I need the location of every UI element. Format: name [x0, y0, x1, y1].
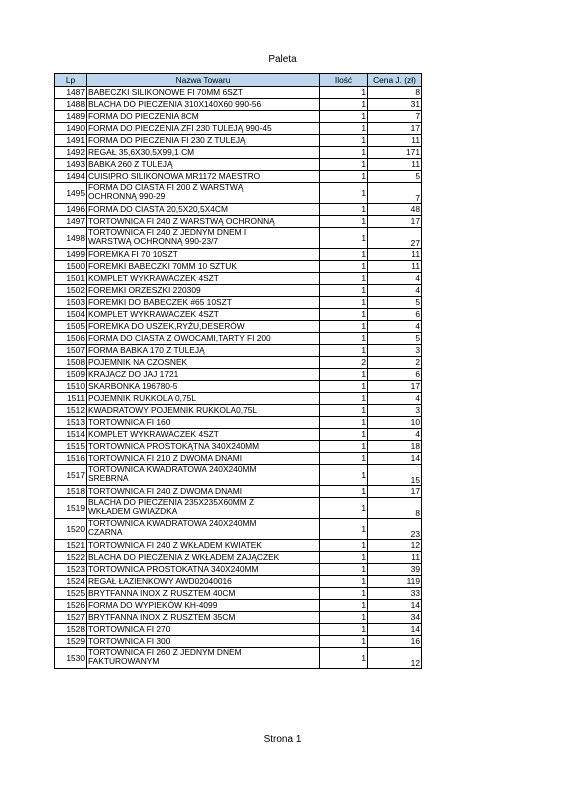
table-row	[55, 261, 422, 273]
table-row	[55, 159, 422, 171]
cell-qty: 1	[320, 429, 368, 441]
table-row	[55, 216, 422, 228]
table-row	[55, 600, 422, 612]
cell-name-line: FORMA DO CIASTA 20,5X20,5X4CM	[88, 204, 228, 214]
cell-lp: 1524	[55, 576, 87, 588]
table-row	[55, 297, 422, 309]
cell-name-line: FORMA DO CIASTA FI 200 Z WARSTWĄ	[88, 182, 244, 192]
cell-name	[87, 123, 320, 135]
cell-name-line: TORTOWNICA FI 160	[88, 417, 171, 427]
cell-lp: 1487	[55, 87, 87, 99]
table-row	[55, 309, 422, 321]
cell-price: 18	[368, 441, 422, 453]
cell-qty: 1	[320, 564, 368, 576]
cell-lp: 1513	[55, 417, 87, 429]
cell-name-line: TORTOWNICA FI 240 Z WKŁADEM KWIATEK	[88, 540, 262, 550]
cell-name-line: KOMPLET WYKRAWACZEK 4SZT	[88, 273, 219, 283]
cell-lp: 1523	[55, 564, 87, 576]
cell-price: 39	[368, 564, 422, 576]
cell-name	[87, 417, 320, 429]
cell-price: 11	[368, 135, 422, 147]
cell-name-line: TORTOWNICA FI 300	[88, 636, 171, 646]
table-row	[55, 123, 422, 135]
cell-qty: 1	[320, 99, 368, 111]
table-row	[55, 588, 422, 600]
cell-qty: 1	[320, 369, 368, 381]
cell-name-line: FOREMKA FI 70 10SZT	[88, 249, 178, 259]
cell-qty: 1	[320, 552, 368, 564]
cell-price: 17	[368, 216, 422, 228]
cell-name-line: REGAŁ ŁAZIENKOWY AWD02040016	[88, 576, 232, 586]
table-row	[55, 465, 422, 486]
cell-name-line: TORTOWNICA PROSTOKATNA 340X240MM	[88, 564, 259, 574]
cell-name	[87, 612, 320, 624]
cell-lp: 1517	[55, 465, 87, 486]
table-row	[55, 333, 422, 345]
cell-qty: 1	[320, 612, 368, 624]
cell-name	[87, 552, 320, 564]
cell-qty: 1	[320, 381, 368, 393]
cell-lp: 1491	[55, 135, 87, 147]
cell-lp: 1498	[55, 228, 87, 249]
cell-name	[87, 216, 320, 228]
table-body	[55, 87, 422, 669]
cell-name	[87, 135, 320, 147]
cell-name-line: FORMA DO CIASTA Z OWOCAMI,TARTY FI 200	[88, 333, 271, 343]
cell-qty: 1	[320, 159, 368, 171]
cell-qty: 1	[320, 135, 368, 147]
cell-name-line: OCHRONNĄ 990-29	[88, 191, 166, 201]
cell-price: 11	[368, 159, 422, 171]
cell-name-line: WKŁADEM GWIAZDKA	[88, 506, 178, 516]
cell-lp: 1497	[55, 216, 87, 228]
cell-qty: 1	[320, 123, 368, 135]
cell-price: 5	[368, 171, 422, 183]
cell-lp: 1506	[55, 333, 87, 345]
table-row	[55, 552, 422, 564]
cell-name	[87, 297, 320, 309]
cell-name	[87, 636, 320, 648]
cell-price: 5	[368, 297, 422, 309]
cell-lp: 1490	[55, 123, 87, 135]
cell-price: 14	[368, 600, 422, 612]
cell-name-line: FORMA DO PIECZENIA FI 230 Z TULEJĄ	[88, 135, 246, 145]
cell-name	[87, 576, 320, 588]
table-row	[55, 564, 422, 576]
cell-name-line: SKARBONKA 196780-5	[88, 381, 178, 391]
cell-lp: 1530	[55, 648, 87, 669]
table-row	[55, 111, 422, 123]
cell-lp: 1507	[55, 345, 87, 357]
cell-qty: 1	[320, 321, 368, 333]
cell-qty: 1	[320, 519, 368, 540]
cell-lp: 1504	[55, 309, 87, 321]
page-footer: Strona 1	[263, 734, 302, 745]
cell-name	[87, 624, 320, 636]
table-row	[55, 87, 422, 99]
table-row	[55, 249, 422, 261]
cell-price: 17	[368, 123, 422, 135]
cell-price: 3	[368, 345, 422, 357]
column-header-lp: Lp	[55, 74, 87, 87]
cell-name-line: BLACHA DO PIECZENIA 310X140X60 990-56	[88, 99, 262, 109]
table-row	[55, 648, 422, 669]
cell-name	[87, 261, 320, 273]
cell-lp: 1508	[55, 357, 87, 369]
cell-qty: 1	[320, 540, 368, 552]
cell-name	[87, 183, 320, 204]
cell-price: 4	[368, 321, 422, 333]
cell-name	[87, 564, 320, 576]
cell-qty: 1	[320, 216, 368, 228]
cell-qty: 1	[320, 648, 368, 669]
cell-qty: 1	[320, 309, 368, 321]
cell-name-line: CUISIPRO SILIKONOWA MR1172 MAESTRO	[88, 171, 261, 181]
cell-lp: 1496	[55, 204, 87, 216]
cell-lp: 1518	[55, 486, 87, 498]
cell-name-line: FORMA BABKA 170 Z TULEJĄ	[88, 345, 205, 355]
cell-price: 7	[368, 183, 422, 204]
table-row	[55, 345, 422, 357]
cell-qty: 1	[320, 87, 368, 99]
table-row	[55, 357, 422, 369]
cell-name-line: POJEMNIK NA CZOSNEK	[88, 357, 188, 367]
cell-qty: 1	[320, 453, 368, 465]
cell-name	[87, 393, 320, 405]
cell-qty: 1	[320, 588, 368, 600]
cell-lp: 1495	[55, 183, 87, 204]
cell-lp: 1500	[55, 261, 87, 273]
cell-name	[87, 204, 320, 216]
cell-lp: 1525	[55, 588, 87, 600]
table-row	[55, 99, 422, 111]
cell-qty: 1	[320, 576, 368, 588]
cell-name	[87, 249, 320, 261]
cell-name-line: TORTOWNICA KWADRATOWA 240X240MM	[88, 464, 257, 474]
cell-price: 4	[368, 273, 422, 285]
table-row	[55, 321, 422, 333]
table-row	[55, 393, 422, 405]
cell-price: 34	[368, 612, 422, 624]
table-row	[55, 135, 422, 147]
table-row	[55, 369, 422, 381]
table-row	[55, 417, 422, 429]
cell-qty: 1	[320, 405, 368, 417]
cell-name	[87, 369, 320, 381]
cell-name	[87, 111, 320, 123]
column-header-name: Nazwa Towaru	[87, 74, 320, 87]
cell-name	[87, 273, 320, 285]
cell-price: 4	[368, 393, 422, 405]
cell-qty: 1	[320, 624, 368, 636]
cell-name-line: BLACHA DO PIECZENIA 235X235X60MM Z	[88, 497, 255, 507]
cell-lp: 1520	[55, 519, 87, 540]
cell-name	[87, 147, 320, 159]
cell-price: 12	[368, 540, 422, 552]
cell-price: 6	[368, 369, 422, 381]
cell-price: 17	[368, 381, 422, 393]
table-row	[55, 228, 422, 249]
cell-name-line: TORTOWNICA FI 210 Z DWOMA DNAMI	[88, 453, 243, 463]
cell-price: 48	[368, 204, 422, 216]
table-row	[55, 171, 422, 183]
cell-name	[87, 465, 320, 486]
table-row	[55, 453, 422, 465]
table-row	[55, 204, 422, 216]
cell-qty: 1	[320, 636, 368, 648]
cell-qty: 1	[320, 333, 368, 345]
column-header-price: Cena J. (zł)	[368, 74, 422, 87]
cell-name-line: FORMA DO WYPIEKÓW KH-4099	[88, 600, 218, 610]
table-row	[55, 636, 422, 648]
cell-name-line: TORTOWNICA KWADRATOWA 240X240MM	[88, 518, 257, 528]
cell-qty: 1	[320, 417, 368, 429]
table-row	[55, 441, 422, 453]
product-table	[54, 73, 422, 669]
cell-name-line: TORTOWNICA FI 240 Z WARSTWĄ OCHRONNĄ	[88, 216, 275, 226]
cell-qty: 1	[320, 465, 368, 486]
cell-lp: 1501	[55, 273, 87, 285]
cell-name-line: TORTOWNICA FI 240 Z DWOMA DNAMI	[88, 486, 243, 496]
table-row	[55, 381, 422, 393]
cell-name-line: TORTOWNICA FI 270	[88, 624, 171, 634]
table-row	[55, 429, 422, 441]
cell-lp: 1521	[55, 540, 87, 552]
cell-name	[87, 441, 320, 453]
cell-price: 11	[368, 261, 422, 273]
cell-name	[87, 357, 320, 369]
cell-name	[87, 171, 320, 183]
cell-lp: 1493	[55, 159, 87, 171]
cell-lp: 1522	[55, 552, 87, 564]
table-row	[55, 624, 422, 636]
cell-name-line: FORMA DO PIECZENIA 8CM	[88, 111, 199, 121]
cell-price: 11	[368, 552, 422, 564]
cell-lp: 1488	[55, 99, 87, 111]
cell-qty: 1	[320, 345, 368, 357]
cell-price: 3	[368, 405, 422, 417]
cell-qty: 1	[320, 111, 368, 123]
cell-price: 16	[368, 636, 422, 648]
table-row	[55, 519, 422, 540]
cell-name-line: FORMA DO PIECZENIA ZFI 230 TULEJĄ 990-45	[88, 123, 272, 133]
cell-name	[87, 333, 320, 345]
cell-name	[87, 99, 320, 111]
cell-name-line: TORTOWNICA PROSTOKĄTNA 340X240MM	[88, 441, 260, 451]
table-row	[55, 486, 422, 498]
cell-name-line: BLACHA DO PIECZENIA Z WKŁADEM ZAJĄCZEK	[88, 552, 280, 562]
cell-name-line: BRYTFANNA INOX Z RUSZTEM 35CM	[88, 612, 236, 622]
cell-price: 171	[368, 147, 422, 159]
cell-qty: 1	[320, 183, 368, 204]
cell-price: 15	[368, 465, 422, 486]
cell-qty: 1	[320, 441, 368, 453]
cell-name-line: KOMPLET WYKRAWACZEK 4SZT	[88, 309, 219, 319]
cell-name	[87, 321, 320, 333]
cell-name-line: FOREMKI DO BABECZEK #65 10SZT	[88, 297, 232, 307]
cell-name-line: TORTOWNICA FI 260 Z JEDNYM DNEM	[88, 647, 242, 657]
cell-name-line: SREBRNA	[88, 473, 129, 483]
cell-qty: 1	[320, 171, 368, 183]
cell-name-line: CZARNA	[88, 527, 123, 537]
cell-qty: 1	[320, 600, 368, 612]
cell-name	[87, 453, 320, 465]
cell-name	[87, 87, 320, 99]
cell-lp: 1512	[55, 405, 87, 417]
cell-name	[87, 486, 320, 498]
cell-price: 119	[368, 576, 422, 588]
cell-name	[87, 228, 320, 249]
cell-lp: 1529	[55, 636, 87, 648]
table-row	[55, 405, 422, 417]
table-row	[55, 498, 422, 519]
cell-lp: 1489	[55, 111, 87, 123]
cell-name	[87, 285, 320, 297]
cell-qty: 1	[320, 393, 368, 405]
cell-name-line: FAKTUROWANYM	[88, 656, 160, 666]
cell-name-line: FOREMKA DO USZEK,RYŻU,DESERÓW	[88, 321, 245, 331]
table-row	[55, 273, 422, 285]
cell-name-line: KOMPLET WYKRAWACZEK 4SZT	[88, 429, 219, 439]
cell-lp: 1503	[55, 297, 87, 309]
cell-name-line: REGAŁ 35,6X30,5X99,1 CM	[88, 147, 195, 157]
cell-price: 10	[368, 417, 422, 429]
cell-lp: 1515	[55, 441, 87, 453]
cell-lp: 1499	[55, 249, 87, 261]
cell-name-line: FOREMKI ORZESZKI 220309	[88, 285, 201, 295]
column-header-qty: Ilość	[320, 74, 368, 87]
cell-price: 4	[368, 429, 422, 441]
cell-qty: 1	[320, 249, 368, 261]
cell-price: 11	[368, 249, 422, 261]
cell-lp: 1514	[55, 429, 87, 441]
cell-qty: 2	[320, 357, 368, 369]
cell-price: 4	[368, 285, 422, 297]
cell-lp: 1511	[55, 393, 87, 405]
cell-price: 6	[368, 309, 422, 321]
cell-price: 12	[368, 648, 422, 669]
cell-name	[87, 519, 320, 540]
document-title: Paleta	[268, 54, 297, 65]
cell-lp: 1505	[55, 321, 87, 333]
cell-name	[87, 540, 320, 552]
table-row	[55, 183, 422, 204]
cell-name-line: FOREMKI BABECZKI 70MM 10 SZTUK	[88, 261, 237, 271]
cell-name-line: KWADRATOWY POJEMNIK RUKKOLA0,75L	[88, 405, 258, 415]
cell-name	[87, 429, 320, 441]
table-header-row	[55, 74, 422, 87]
cell-name-line: TORTOWNICA FI 240 Z JEDNYM DNEM I	[88, 227, 247, 237]
cell-name-line: KRAJACZ DO JAJ 1721	[88, 369, 179, 379]
cell-lp: 1510	[55, 381, 87, 393]
cell-name-line: BRYTFANNA INOX Z RUSZTEM 40CM	[88, 588, 236, 598]
table-row	[55, 576, 422, 588]
cell-name	[87, 648, 320, 669]
cell-price: 23	[368, 519, 422, 540]
cell-name-line: WARSTWĄ OCHRONNĄ 990-23/7	[88, 236, 218, 246]
cell-price: 8	[368, 87, 422, 99]
cell-name	[87, 345, 320, 357]
cell-price: 31	[368, 99, 422, 111]
cell-price: 2	[368, 357, 422, 369]
cell-qty: 1	[320, 486, 368, 498]
cell-qty: 1	[320, 261, 368, 273]
cell-qty: 1	[320, 228, 368, 249]
table-row	[55, 612, 422, 624]
cell-qty: 1	[320, 147, 368, 159]
cell-name-line: BABKA 260 Z TULEJĄ	[88, 159, 173, 169]
cell-price: 8	[368, 498, 422, 519]
cell-lp: 1526	[55, 600, 87, 612]
cell-lp: 1492	[55, 147, 87, 159]
cell-price: 14	[368, 624, 422, 636]
cell-lp: 1516	[55, 453, 87, 465]
cell-name	[87, 309, 320, 321]
cell-lp: 1519	[55, 498, 87, 519]
cell-qty: 1	[320, 498, 368, 519]
cell-name	[87, 588, 320, 600]
table-row	[55, 540, 422, 552]
cell-lp: 1509	[55, 369, 87, 381]
cell-price: 17	[368, 486, 422, 498]
cell-lp: 1527	[55, 612, 87, 624]
table-row	[55, 285, 422, 297]
cell-name	[87, 498, 320, 519]
table-row	[55, 147, 422, 159]
cell-price: 27	[368, 228, 422, 249]
cell-name	[87, 405, 320, 417]
cell-lp: 1528	[55, 624, 87, 636]
cell-name	[87, 600, 320, 612]
cell-name	[87, 159, 320, 171]
cell-qty: 1	[320, 273, 368, 285]
cell-price: 7	[368, 111, 422, 123]
cell-qty: 1	[320, 204, 368, 216]
cell-price: 33	[368, 588, 422, 600]
cell-price: 5	[368, 333, 422, 345]
cell-qty: 1	[320, 285, 368, 297]
cell-lp: 1502	[55, 285, 87, 297]
cell-lp: 1494	[55, 171, 87, 183]
cell-name	[87, 381, 320, 393]
cell-qty: 1	[320, 297, 368, 309]
cell-name-line: BABECZKI SILIKONOWE FI 70MM 6SZT	[88, 87, 243, 97]
cell-name-line: POJEMNIK RUKKOLA 0,75L	[88, 393, 196, 403]
cell-price: 14	[368, 453, 422, 465]
